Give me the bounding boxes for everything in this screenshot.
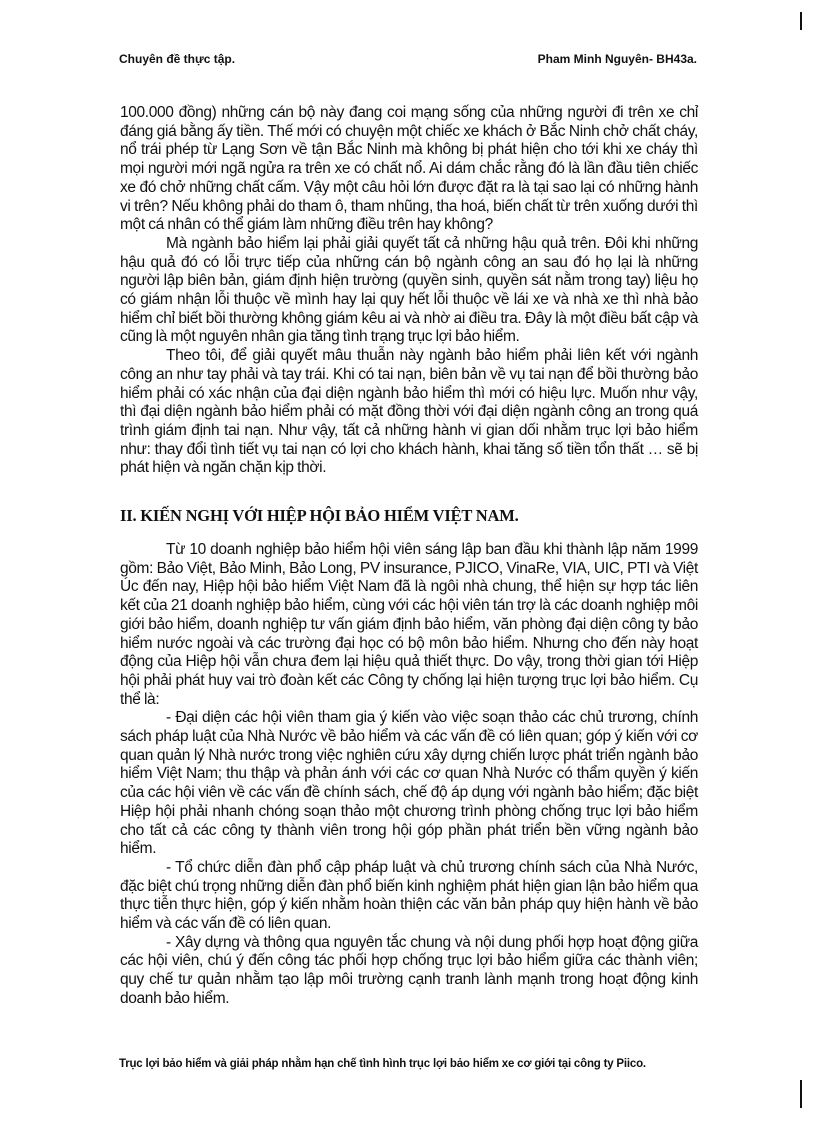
body-text-section-2 (120, 541, 698, 1009)
margin-rule-top (800, 12, 802, 30)
paragraph: - Đại diện các hội viên tham gia ý kiến vào việc soạn thảo các chủ trương, chính sách pháp luật của Nhà Nước về bảo hiểm và các vấn đề có liên quan; góp ý kiến với cơ quan quản lý Nhà nước trong việc nghiên cứu xây dựng chiến lược phát triển ngành bảo hiểm Việt Nam; thu thập và phản ánh với các cơ quan Nhà Nước có thẩm quyền ý kiến của các hội viên về các vấn đề chính sách, chế độ áp dụng với ngành bảo hiểm; đặc biệt Hiệp hội phải nhanh chóng soạn thảo một chương trình phòng chống trục lợi bảo hiểm cho tất cả các công ty thành viên trong hội góp phần phát triển bền vững ngành bảo hiểm. (120, 709, 698, 858)
paragraph: Mà ngành bảo hiểm lại phải giải quyết tất cả những hậu quả trên. Đôi khi những hậu quả đó có lỗi trực tiếp của những cán bộ ngành công an sau đó họ lại là những người lập biên bản, giám định hiện trường (quyền sinh, quyền sát nằm trong tay) liệu họ có giám nhận lỗi thuộc về mình hay lại quy hết lỗi thuộc về lái xe và nhà xe thì nhà bảo hiểm chỉ biết bồi thường không giám kêu ai và nhờ ai điều tra. Đây là một điều bất cập và cũng là một nguyên nhân gia tăng tình trạng trục lợi bảo hiểm. (120, 234, 698, 346)
page-header (119, 52, 697, 70)
body-text-section-1 (120, 104, 698, 478)
paragraph: Từ 10 doanh nghiệp bảo hiểm hội viên sáng lập ban đầu khi thành lập năm 1999 gồm: Bảo Việt, Bảo Minh, Bảo Long, PV insurance, PJICO, VinaRe, VIA, UIC, PTI và Việt Úc đến nay, Hiệp hội bảo hiểm Việt Nam đã là ngôi nhà chung, thể hiện sự hợp tác liên kết của 21 doanh nghiệp bảo hiểm, cùng với các hội viên tán trợ là các doanh nghiệp môi giới bảo hiểm, doanh nghiệp tư vấn giám định bảo hiểm, văn phòng đại diện công ty bảo hiểm nước ngoài và các trường đại học có bộ môn bảo hiểm. Nhưng cho đến này hoạt động của Hiệp hội vẫn chưa đem lại hiệu quả thiết thực. Do vậy, trong thời gian tới Hiệp hội phải phát huy vai trò đoàn kết các Công ty chống lại hiện tượng trục lợi bảo hiểm. Cụ thể là: (120, 541, 698, 708)
margin-rule-bottom (800, 1080, 802, 1108)
paragraph: Theo tôi, để giải quyết mâu thuẫn này ngành bảo hiểm phải liên kết với ngành công an như tay phải và tay trái. Khi có tai nạn, biên bản về vụ tai nạn để bồi thường bảo hiểm phải có xác nhận của đại diện ngành bảo hiểm thì mới có hiệu lực. Muốn như vậy, thì đại diện ngành bảo hiểm phải có mặt đồng thời với đại diện ngành công an trong quá trình giám định tai nạn. Như vậy, tất cả những hành vi gian dối nhằm trục lợi bảo hiểm như: thay đổi tình tiết vụ tai nạn có lợi cho khách hành, khai tăng số tiền tổn thất … sẽ bị phát hiện và ngăn chặn kịp thời. (120, 347, 698, 477)
header-left-title: Chuyên đề thực tập. (119, 52, 236, 66)
paragraph: - Xây dựng và thông qua nguyên tắc chung và nội dung phối hợp hoạt động giữa các hội viên, chú ý đến công tác phối hợp chống trục lợi bảo hiểm giữa các thành viên; quy chế tư quản nhằm tạo lập môi trường cạnh tranh lành mạnh trong hoạt động kinh doanh bảo hiểm. (120, 933, 698, 1007)
paragraph: 100.000 đồng) những cán bộ này đang coi mạng sống của những người đi trên xe chỉ đáng giá bằng ấy tiền. Thế mới có chuyện một chiếc xe khách ở Bắc Ninh chở chất cháy, nổ trái phép từ Lạng Sơn về tận Bắc Ninh mà không bị phát hiện cho tới khi xe cháy thì mọi người mới ngã ngửa ra trên xe có chất nổ. Ai dám chắc rằng đó là lần đầu tiên chiếc xe đó chở những chất cấm. Vậy một câu hỏi lớn được đặt ra là tại sao lại có những hành vi trên? Nếu không phải do tham ô, tham nhũng, tha hoá, biến chất từ trên xuống dưới thì một cá nhân có thể giám làm những điều trên hay không? (120, 104, 698, 234)
header-author: Pham Minh Nguyên- BH43a. (537, 52, 697, 66)
page-footer: Trục lợi bảo hiểm và giải pháp nhằm hạn chế tình hình trục lợi bảo hiểm xe cơ giới tại công ty Piico. (119, 1058, 646, 1070)
paragraph: - Tổ chức diễn đàn phổ cập pháp luật và chủ trương chính sách của Nhà Nước, đặc biệt chú trọng những diễn đàn phổ biến kinh nghiệm phát hiện gian lận bảo hiểm qua thực tiễn thực hiện, góp ý kiến nhằm hoàn thiện các văn bản pháp quy hiện hành về bảo hiểm và các vấn đề có liên quan. (120, 858, 698, 933)
section-heading: II. KIẾN NGHỊ VỚI HIỆP HỘI BẢO HIỂM VIỆT NAM. (120, 506, 519, 525)
